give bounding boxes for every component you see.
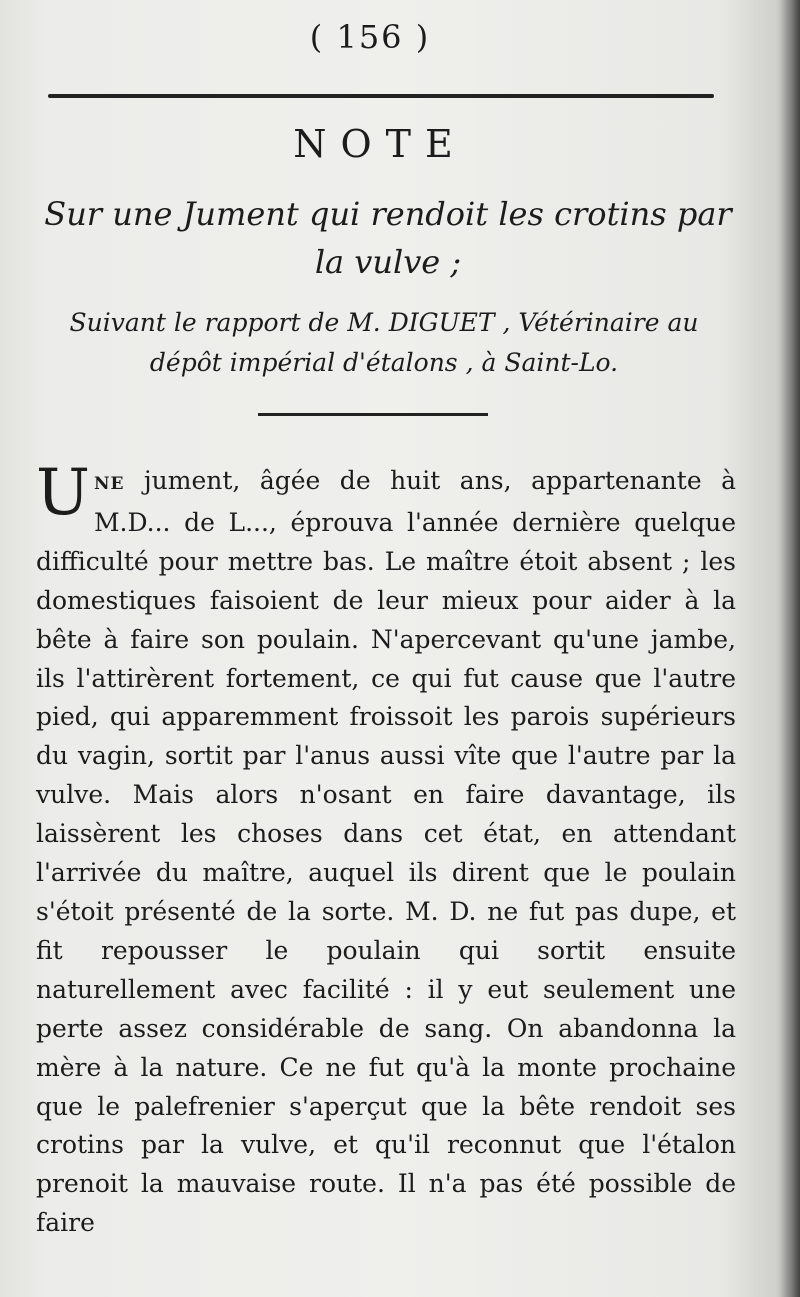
drop-cap: U bbox=[36, 456, 90, 530]
attribution-line-1: Suivant le rapport de M. DIGUET , Vétérinaire au bbox=[69, 308, 699, 337]
header-rule bbox=[48, 94, 714, 98]
section-rule bbox=[258, 413, 488, 416]
subtitle-line-1: Sur une Jument qui rendoit les crotins par bbox=[44, 195, 732, 233]
attribution bbox=[28, 303, 740, 383]
note-subtitle bbox=[28, 190, 748, 286]
attribution-line-2: dépôt impérial d'étalons , à Saint-Lo. bbox=[149, 348, 619, 377]
page-number: ( 156 ) bbox=[309, 18, 431, 56]
lead-smallcaps: NE bbox=[93, 474, 125, 494]
page-spine-shadow bbox=[780, 0, 800, 1297]
body-text: jument, âgée de huit ans, appartenante à M.D... de L..., éprouva l'année dernière quelque difficulté pour mettre bas. Le maître étoit absent ; les domestiques faisoient de leur mieux pour aider à la bête à faire son poulain. N'apercevant qu'une jambe, ils l'attirèrent fortement, ce qui fut cause que l'autre pied, qui apparemment froissoit les parois supérieurs du vagin, sortit par l'anus aussi vîte que l'autre par la vulve. Mais alors n'osant en faire davantage, ils laissèrent les choses dans cet état, en attendant l'arrivée du maître, auquel ils dirent que le poulain s'étoit présenté de la sorte. M. D. ne fut pas dupe, et fit repousser le poulain qui sortit ensuite naturellement avec facilité : il y eut seulement une perte assez considérable de sang. On abandonna la mère à la nature. Ce ne fut qu'à la monte prochaine que le palefrenier s'aperçut que la bête rendoit ses crotins par la vulve, et qu'il reconnut que l'étalon prenoit la mauvaise route. Il n'a pas été possible de faire bbox=[36, 466, 736, 1238]
body-paragraph bbox=[36, 456, 736, 1243]
subtitle-line-2: la vulve ; bbox=[314, 243, 462, 281]
note-title: NOTE bbox=[293, 122, 467, 166]
